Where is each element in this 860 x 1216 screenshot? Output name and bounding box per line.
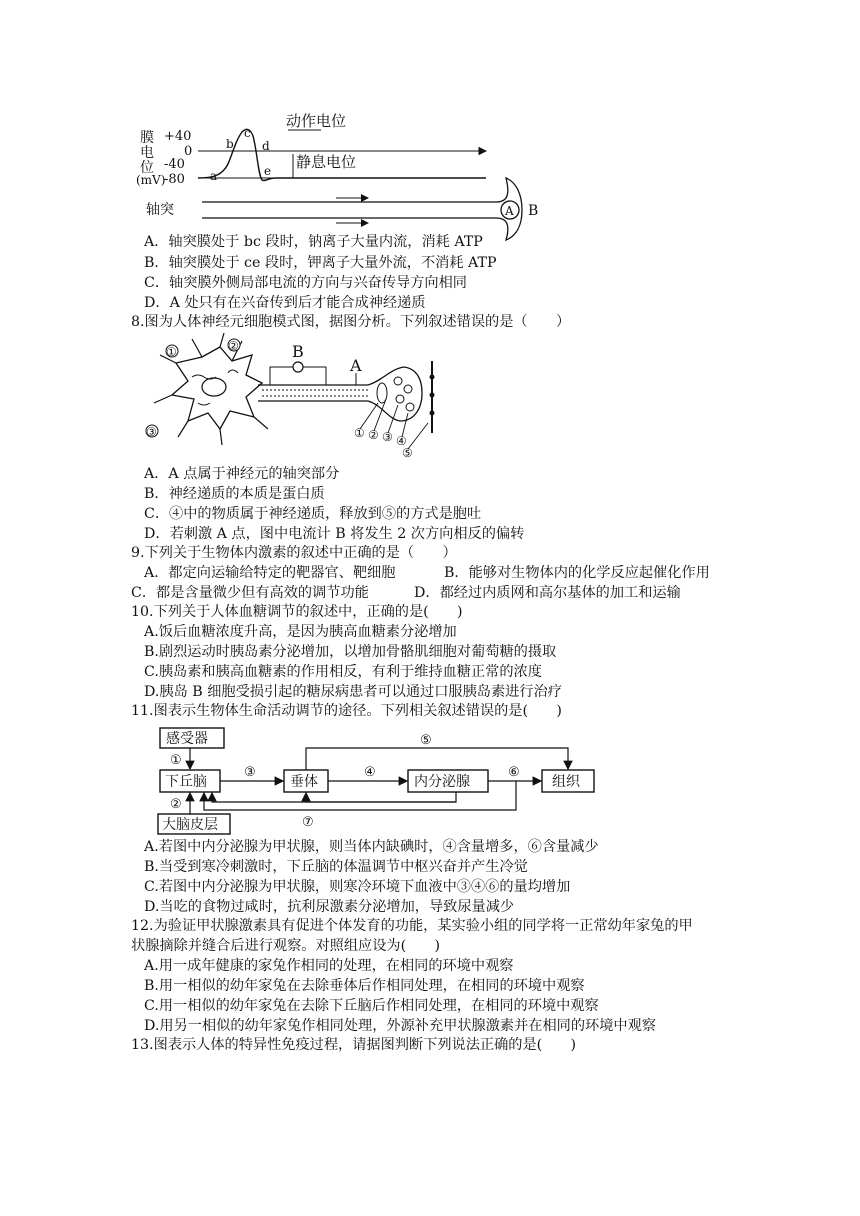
- tick-label: +40: [164, 129, 192, 144]
- action-potential-label: 动作电位: [286, 112, 347, 130]
- label-7: ⑦: [302, 815, 314, 830]
- label-5: ⑤: [420, 733, 432, 748]
- nucleus: [202, 378, 226, 396]
- axon-label: 轴突: [146, 202, 174, 218]
- point-A-label: A: [350, 356, 362, 375]
- point-label: c: [244, 126, 251, 140]
- label-3: ③: [382, 430, 393, 444]
- q12-stem-line1: 12.为验证甲状腺激素具有促进个体发育的功能，某实验小组的同学将一正常幼年家兔的甲: [131, 918, 693, 934]
- vesicle: [394, 377, 402, 385]
- point-label: a: [210, 169, 218, 183]
- membrane-potential-figure: [136, 110, 556, 220]
- receptor-dot: [430, 393, 435, 398]
- q7-option-b: B．轴突膜处于 ce 段时，钾离子大量外流，不消耗 ATP: [144, 255, 497, 271]
- label-3: ③: [146, 425, 157, 439]
- tick-label: -80: [164, 172, 185, 187]
- q12-option-b: B.用一相似的幼年家兔在去除垂体后作相同处理，在相同的环境中观察: [144, 978, 585, 994]
- q10-option-c: C.胰岛素和胰高血糖素的作用相反，有利于维持血糖正常的浓度: [144, 664, 542, 680]
- label-2: ②: [228, 339, 239, 353]
- q8-option-c: C．④中的物质属于神经递质，释放到⑤的方式是胞吐: [144, 506, 482, 522]
- arrow-5: [306, 748, 568, 770]
- q11-option-c: C.若图中内分泌腺为甲状腺，则寒冷环境下血液中③④⑥的量均增加: [144, 879, 571, 895]
- receptor-label: 感受器: [166, 731, 208, 747]
- regulation-pathway-figure: [156, 724, 616, 836]
- vesicle: [406, 403, 414, 411]
- label-4: ④: [396, 434, 407, 448]
- q9-stem: 9.下列关于生物体内激素的叙述中正确的是（ ）: [131, 545, 457, 561]
- label-5: ⑤: [402, 446, 413, 460]
- q9-option-d: D．都经过内质网和高尔基体的加工和运输: [414, 585, 681, 601]
- q12-option-c: C.用一相似的幼年家兔在去除下丘脑后作相同处理，在相同的环境中观察: [144, 998, 599, 1014]
- q9-option-c: C．都是含量微少但有高效的调节功能: [131, 585, 369, 601]
- resting-potential-label: 静息电位: [296, 153, 357, 171]
- point-label: b: [226, 137, 234, 151]
- point-label: e: [264, 164, 272, 178]
- y-label-2: 电: [140, 145, 154, 161]
- q8-stem: 8.图为人体神经元细胞模式图，据图分析。下列叙述错误的是（ ）: [131, 314, 571, 330]
- galvanometer-label: B: [292, 342, 304, 361]
- label-4: ④: [364, 765, 376, 780]
- label-B: B: [528, 203, 539, 219]
- cortex-label: 大脑皮层: [162, 817, 218, 833]
- pituitary-label: 垂体: [290, 774, 318, 790]
- vesicle: [404, 385, 412, 393]
- label-3: ③: [244, 765, 256, 780]
- q12-stem-line2: 状腺摘除并缝合后进行观察。对照组应设为( ): [131, 938, 441, 954]
- q8-option-b: B．神经递质的本质是蛋白质: [144, 486, 325, 502]
- neuron-figure: [142, 333, 442, 463]
- label-A: A: [505, 204, 514, 218]
- q12-option-d: D.用另一相似的幼年家兔作相同处理，外源补充甲状腺激素并在相同的环境中观察: [144, 1018, 656, 1034]
- y-label-3: 位: [140, 160, 154, 176]
- y-label-unit: (mV): [136, 173, 166, 187]
- q10-option-b: B.剧烈运动时胰岛素分泌增加，以增加骨骼肌细胞对葡萄糖的摄取: [144, 644, 557, 660]
- receptor-dot: [430, 411, 435, 416]
- q7-option-c: C．轴突膜外侧局部电流的方向与兴奋传导方向相同: [144, 275, 467, 291]
- label-1: ①: [354, 426, 365, 440]
- tick-label: -40: [164, 157, 185, 172]
- q7-option-d: D．A 处只有在兴奋传到后才能合成神经递质: [144, 295, 426, 311]
- arrow-7-pituitary: [306, 793, 456, 802]
- q11-option-d: D.当吃的食物过咸时，抗利尿激素分泌增加，导致尿量减少: [144, 899, 515, 915]
- arrow-7-inner: [212, 792, 456, 802]
- q10-stem: 10.下列关于人体血糖调节的叙述中，正确的是( ): [131, 604, 463, 620]
- label-2: ②: [368, 428, 379, 442]
- label-1: ①: [166, 345, 177, 359]
- q12-option-a: A.用一成年健康的家兔作相同的处理，在相同的环境中观察: [144, 958, 514, 974]
- q9-option-a: A．都定向运输给特定的靶器官、靶细胞: [144, 565, 396, 581]
- label-1: ①: [170, 753, 182, 768]
- q8-option-d: D．若刺激 A 点，图中电流计 B 将发生 2 次方向相反的偏转: [144, 526, 525, 542]
- label-2: ②: [170, 797, 182, 812]
- q9-option-b: B．能够对生物体内的化学反应起催化作用: [444, 565, 710, 581]
- q7-option-a: A．轴突膜处于 bc 段时，钠离子大量内流，消耗 ATP: [144, 234, 483, 250]
- point-label: d: [262, 139, 270, 153]
- q10-option-a: A.饭后血糖浓度升高，是因为胰高血糖素分泌增加: [144, 624, 457, 640]
- receptor-dot: [430, 375, 435, 380]
- q11-option-b: B.当受到寒冷刺激时，下丘脑的体温调节中枢兴奋并产生冷觉: [144, 859, 528, 875]
- endocrine-label: 内分泌腺: [414, 774, 470, 790]
- tissue-label: 组织: [552, 774, 580, 790]
- hypothalamus-label: 下丘脑: [165, 774, 207, 790]
- galvanometer-B: [293, 362, 303, 372]
- tick-label: 0: [184, 144, 193, 159]
- q11-option-a: A.若图中内分泌腺为甲状腺，则当体内缺碘时，④含量增多，⑥含量减少: [144, 839, 599, 855]
- q8-option-a: A．A 点属于神经元的轴突部分: [144, 466, 340, 482]
- y-label-1: 膜: [140, 130, 154, 146]
- q13-stem: 13.图表示人体的特异性免疫过程，请据图判断下列说法正确的是( ): [131, 1037, 577, 1053]
- label-6: ⑥: [508, 765, 520, 780]
- vesicle: [396, 395, 404, 403]
- q10-option-d: D.胰岛 B 细胞受损引起的糖尿病患者可以通过口服胰岛素进行治疗: [144, 684, 562, 700]
- q11-stem: 11.图表示生物体生命活动调节的途径。下列相关叙述错误的是( ): [131, 703, 562, 719]
